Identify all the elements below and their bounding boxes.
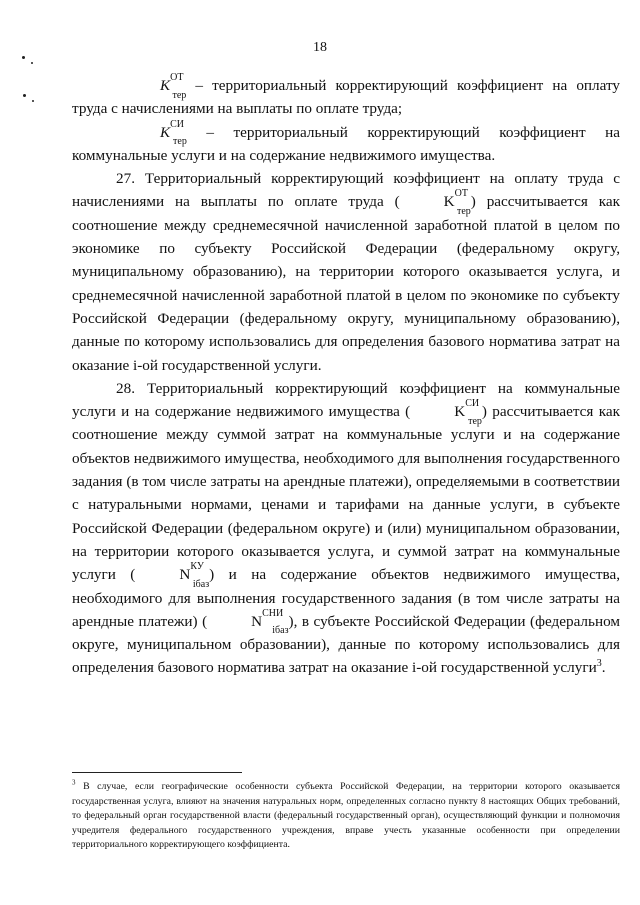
footnote-separator (72, 772, 242, 773)
footnote-text: В случае, если географические особенности субъекта Российской Федерации, на территории которого оказывается государственная услуга, влияют на значения натуральных норм, определенных согласно пункту 8 настоящих Общих требований, то федеральный орган государственной власти (федеральный государственный орган), осуществляющий функции и полномочия учредителя федерального государственного учреждения, вправе учесть указанные особенности при определении территориального корректирующего коэффициента. (72, 781, 620, 851)
symbol-n-sni-ibaz: $N^{СНИ}_{iбаз}$ (251, 607, 289, 637)
symbol-k-ot-ter: $K^{ОТ}_{тер}$ (160, 71, 187, 101)
definition-k-si: $K^{СИ}_{тер}$ – территориальный корректирующий коэффициент на коммунальные услуги и на содержание недвижимого имущества. (72, 118, 620, 164)
footnote-reference: 3 (596, 658, 602, 670)
definition-k-ot: $K^{ОТ}_{тер}$ – территориальный корректирующий коэффициент на оплату труда с начислениями на выплаты по оплате труда; (72, 71, 620, 118)
document-body (72, 71, 620, 680)
paragraph-27: 27. Территориальный корректирующий коэффициент на оплату труда с начислениями на выплаты по оплате труда ( $K^{ОТ}_{тер}$) рассчитывается как соотношение между среднемесячной начисленной заработной платой в целом по экономике по субъекту Российской Федерации (федеральному округу, муниципальному образованию), на территории которого оказывается услуга, и среднемесячной начисленной заработной платой в целом по экономике по субъекту Российской Федерации (федеральному округу, муниципальному образованию), данные по которому использовались для определения базового норматива затрат на оказание i-ой государственной услуги. (72, 170, 620, 374)
symbol-k-si-ter-inline: $K^{СИ}_{тер}$ (454, 398, 482, 427)
page-number: 18 (313, 40, 327, 55)
symbol-k-si-ter: $K^{СИ}_{тер}$ (160, 118, 187, 148)
symbol-n-ku-ibaz: $N^{КУ}_{iбаз}$ (179, 561, 210, 590)
paragraph-28: 28. Территориальный корректирующий коэффициент на коммунальные услуги и на содержание недвижимого имущества ( $K^{СИ}_{тер}$) рассчитывается как соотношение между суммой затрат на коммунальные услуги и на содержание объектов недвижимого имущества, необходимого для выполнения государственного задания (в том числе затраты на арендные платежи), определяемыми в соответствии с натуральными нормами, ценами и тарифами на данные услуги, в субъекте Российской Федерации (федеральном округе) и (или) муниципальном образовании, на территории которого оказывается услуга, и суммой затрат на коммунальные услуги ( $N^{КУ}_{iбаз}$) и на содержание объектов недвижимого имущества, необходимого для выполнения государственного задания (в том числе затраты на арендные платежи) ( $N^{СНИ}_{iбаз}$), в субъекте Российской Федерации (федеральном округе, муниципальном образовании), данные по которому использовались для определения базового норматива затрат на оказание i-ой государственной услуги$^3$. (72, 379, 620, 677)
footnote (72, 780, 620, 853)
footnote-marker: 3 (72, 778, 76, 787)
symbol-k-ot-ter-inline: $K^{ОТ}_{тер}$ (443, 188, 471, 218)
